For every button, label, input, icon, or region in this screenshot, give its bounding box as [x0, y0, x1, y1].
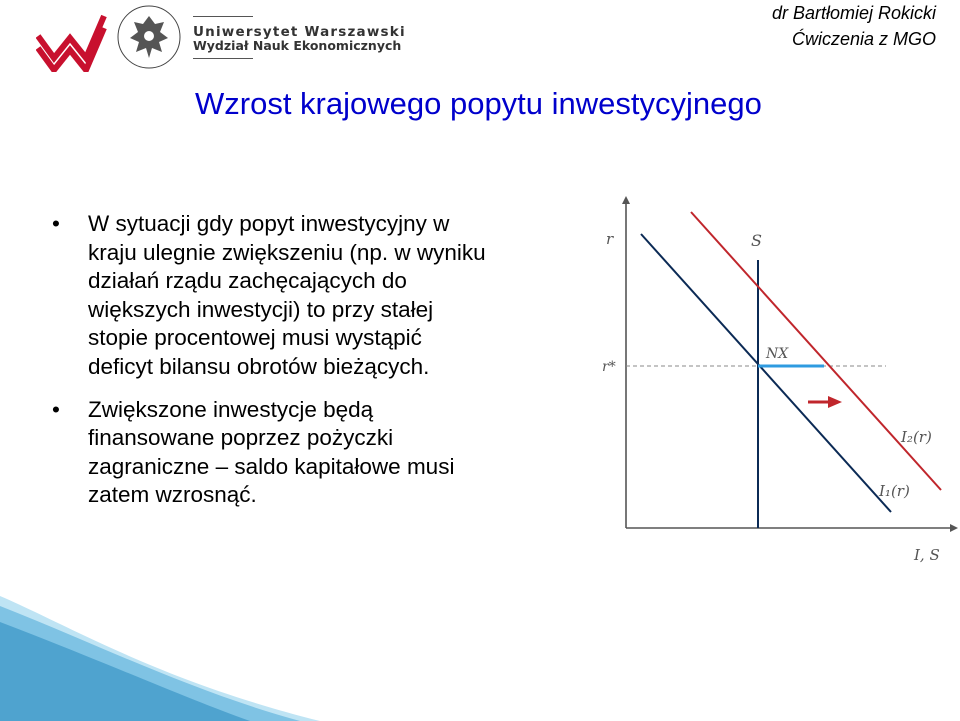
- x-axis-label: I, S: [914, 546, 940, 564]
- header-rule-top: [193, 16, 253, 17]
- slide-title: Wzrost krajowego popytu inwestycyjnego: [195, 86, 762, 121]
- i2-label: I₂(r): [901, 428, 932, 446]
- shift-arrow-icon: [828, 396, 842, 408]
- author-name: dr Bartłomiej Rokicki: [771, 3, 936, 23]
- bullet-line: zatem wzrosnąć.: [88, 482, 257, 508]
- header-rule-bottom: [193, 58, 253, 59]
- y-axis-label: r: [606, 230, 614, 248]
- bullet-line: kraju ulegnie zwiększeniu (np. w wyniku: [88, 239, 486, 265]
- faculty-name: Wydział Nauk Ekonomicznych: [193, 38, 402, 53]
- nx-label: NX: [766, 346, 789, 362]
- bullet-foreign-loans: [52, 396, 592, 510]
- course-name: Ćwiczenia z MGO: [791, 29, 936, 49]
- investment-saving-diagram: [596, 192, 960, 572]
- bullet-dot: •: [52, 211, 60, 236]
- footer-swoosh: [0, 596, 960, 721]
- bullet-line: deficyt bilansu obrotów bieżących.: [88, 353, 430, 379]
- bullet-line: większych inwestycji) to przy stałej: [88, 296, 434, 322]
- r-star-label: r*: [602, 359, 616, 375]
- faculty-logo-icon: [36, 14, 108, 77]
- university-name: Uniwersytet Warszawski: [193, 24, 406, 40]
- bullet-investment-demand: [52, 210, 592, 382]
- bullet-line: Zwiększone inwestycje będą: [88, 396, 374, 422]
- bullet-line: W sytuacji gdy popyt inwestycyjny w: [88, 211, 450, 236]
- bullet-line: stopie procentowej musi wystąpić: [88, 325, 422, 351]
- bullet-list: [52, 210, 592, 510]
- investment-curve-1: [641, 234, 891, 512]
- i1-label: I₁(r): [879, 482, 910, 500]
- bullet-line: działań rządu zachęcających do: [88, 268, 407, 294]
- bullet-dot: •: [52, 396, 60, 422]
- university-seal-icon: [116, 2, 182, 72]
- bullet-line: finansowane poprzez pożyczki: [88, 425, 394, 451]
- bullet-line: zagraniczne – saldo kapitałowe musi: [88, 453, 455, 479]
- investment-curve-2: [691, 212, 941, 490]
- saving-label: S: [751, 231, 762, 250]
